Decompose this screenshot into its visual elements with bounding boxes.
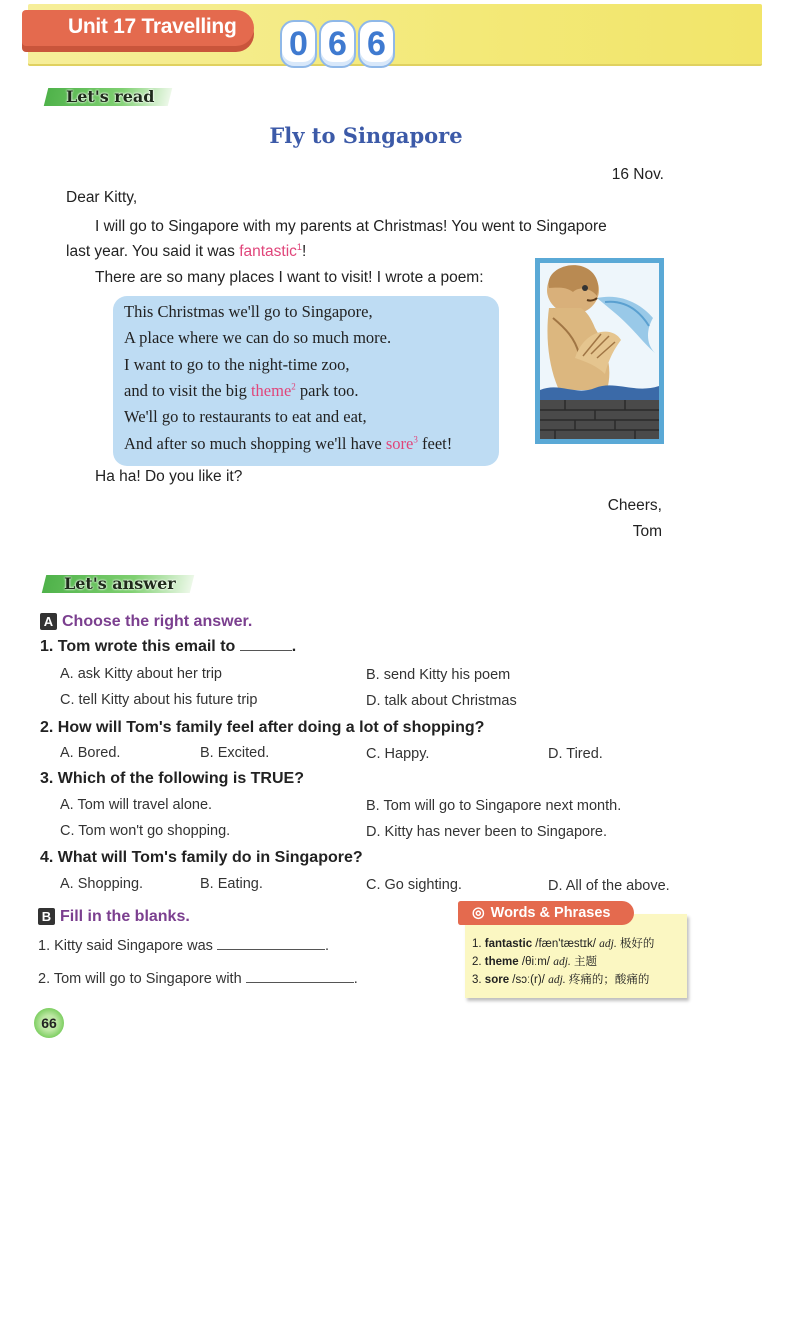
vocab-entry <box>472 953 597 969</box>
vocab-phonetic: /sɔː(r)/ <box>512 974 545 986</box>
option[interactable]: D. talk about Christmas <box>366 693 517 709</box>
letter-closing: Cheers, <box>607 497 662 514</box>
vocab-fantastic: fantastic <box>239 243 297 261</box>
vocab-word: theme <box>484 956 519 968</box>
lets-read-label: Let's read <box>66 87 155 106</box>
text-run: And after so much shopping we'll have <box>124 434 386 453</box>
option[interactable]: B. send Kitty his poem <box>366 667 511 683</box>
vocab-num: 2. <box>472 956 482 968</box>
vocab-meaning: 极好的 <box>619 938 655 950</box>
blank-end: . <box>353 971 358 987</box>
target-icon: ◎ <box>472 905 485 921</box>
vocab-num: 1. <box>472 938 482 950</box>
poem-line: We'll go to restaurants to eat and eat, <box>124 407 367 426</box>
letter-date: 16 Nov. <box>611 166 664 183</box>
poem-line <box>124 381 359 401</box>
vocab-entry <box>472 971 649 987</box>
option[interactable]: D. Tired. <box>548 746 603 762</box>
option[interactable]: C. Happy. <box>366 746 430 762</box>
vocab-phonetic: /θiːm/ <box>521 956 550 968</box>
text-run: last year. You said it was <box>66 243 240 261</box>
option[interactable]: A. ask Kitty about her trip <box>60 666 222 682</box>
vocab-num: 3. <box>472 974 482 986</box>
option[interactable]: A. Shopping. <box>60 876 144 892</box>
reading-title: Fly to Singapore <box>269 123 463 148</box>
vocab-word: fantastic <box>484 938 533 950</box>
lets-answer-label: Let's answer <box>64 574 176 593</box>
poem-line <box>124 434 452 454</box>
footnote-3: 3 <box>413 434 418 445</box>
question-4: 4. What will Tom's family do in Singapore? <box>40 849 363 866</box>
vocab-pos: adj. <box>548 974 566 986</box>
option[interactable]: A. Tom will travel alone. <box>60 797 213 813</box>
question-end: . <box>291 638 297 655</box>
question-2: 2. How will Tom's family feel after doing a lot of shopping? <box>40 719 485 736</box>
words-phrases-title: Words & Phrases <box>490 905 611 921</box>
page-number: 66 <box>34 1008 64 1038</box>
blank-text: 2. Tom will go to Singapore with <box>38 971 242 987</box>
question-1 <box>40 638 296 656</box>
unit-title: Unit 17 Travelling <box>68 15 237 38</box>
option[interactable]: C. Go sighting. <box>366 877 462 893</box>
text-run: ! <box>301 243 307 261</box>
option[interactable]: B. Eating. <box>200 876 263 892</box>
lets-answer-badge <box>42 575 194 593</box>
question-3: 3. Which of the following is TRUE? <box>40 770 304 787</box>
blank-end: . <box>324 938 329 954</box>
option[interactable]: B. Excited. <box>200 745 270 761</box>
text-run: feet! <box>417 434 453 453</box>
vocab-meaning: 疼痛的；酸痛的 <box>568 974 650 986</box>
words-phrases-tab <box>458 901 634 925</box>
text-run: park too. <box>295 381 359 400</box>
answer-blank[interactable] <box>246 982 354 983</box>
vocab-meaning: 主题 <box>573 956 597 968</box>
vocab-phonetic: /fæn'tæstɪk/ <box>535 938 596 950</box>
poem-line: This Christmas we'll go to Singapore, <box>124 302 373 321</box>
part-b-letter: B <box>38 908 55 925</box>
part-b-heading <box>38 908 190 926</box>
answer-blank[interactable] <box>240 650 292 651</box>
fill-blank-2 <box>38 971 358 987</box>
fill-blank-1 <box>38 938 329 954</box>
letter-paragraph-2: There are so many places I want to visit! I wrote a poem: <box>95 269 484 286</box>
footnote-1: 1 <box>296 242 302 252</box>
vocab-pos: adj. <box>553 956 571 968</box>
lesson-digit: 0 <box>280 20 317 68</box>
part-a-title: Choose the right answer. <box>62 613 253 630</box>
vocab-sore: sore <box>385 434 414 453</box>
option[interactable]: B. Tom will go to Singapore next month. <box>366 798 622 814</box>
letter-paragraph-1-line-1: I will go to Singapore with my parents at Christmas! You went to Singapore <box>95 218 607 235</box>
poem-line: A place where we can do so much more. <box>124 328 392 347</box>
letter-after-poem: Ha ha! Do you like it? <box>95 468 243 485</box>
option[interactable]: C. Tom won't go shopping. <box>60 823 231 839</box>
option[interactable]: D. Kitty has never been to Singapore. <box>366 824 608 840</box>
vocab-entry <box>472 935 654 951</box>
letter-signature: Tom <box>632 523 662 540</box>
lets-read-badge <box>44 88 173 106</box>
letter-paragraph-1-line-2 <box>66 242 306 261</box>
footnote-2: 2 <box>291 381 296 392</box>
part-b-title: Fill in the blanks. <box>60 908 190 925</box>
lesson-digit: 6 <box>319 20 356 68</box>
question-text: 1. Tom wrote this email to <box>40 638 236 655</box>
option[interactable]: C. tell Kitty about his future trip <box>60 692 258 708</box>
vocab-pos: adj. <box>599 938 617 950</box>
option[interactable]: A. Bored. <box>60 745 121 761</box>
vocab-word: sore <box>484 974 510 986</box>
part-a-heading <box>40 613 252 631</box>
poem-line: I want to go to the night-time zoo, <box>124 355 350 374</box>
lesson-digit: 6 <box>358 20 395 68</box>
merlion-illustration <box>535 258 664 444</box>
text-run: and to visit the big <box>124 381 251 400</box>
option[interactable]: D. All of the above. <box>548 878 670 894</box>
vocab-theme: theme <box>250 381 292 400</box>
lesson-number <box>280 20 395 68</box>
blank-text: 1. Kitty said Singapore was <box>38 938 213 954</box>
part-a-letter: A <box>40 613 57 630</box>
answer-blank[interactable] <box>217 949 325 950</box>
letter-greeting: Dear Kitty, <box>66 189 138 206</box>
